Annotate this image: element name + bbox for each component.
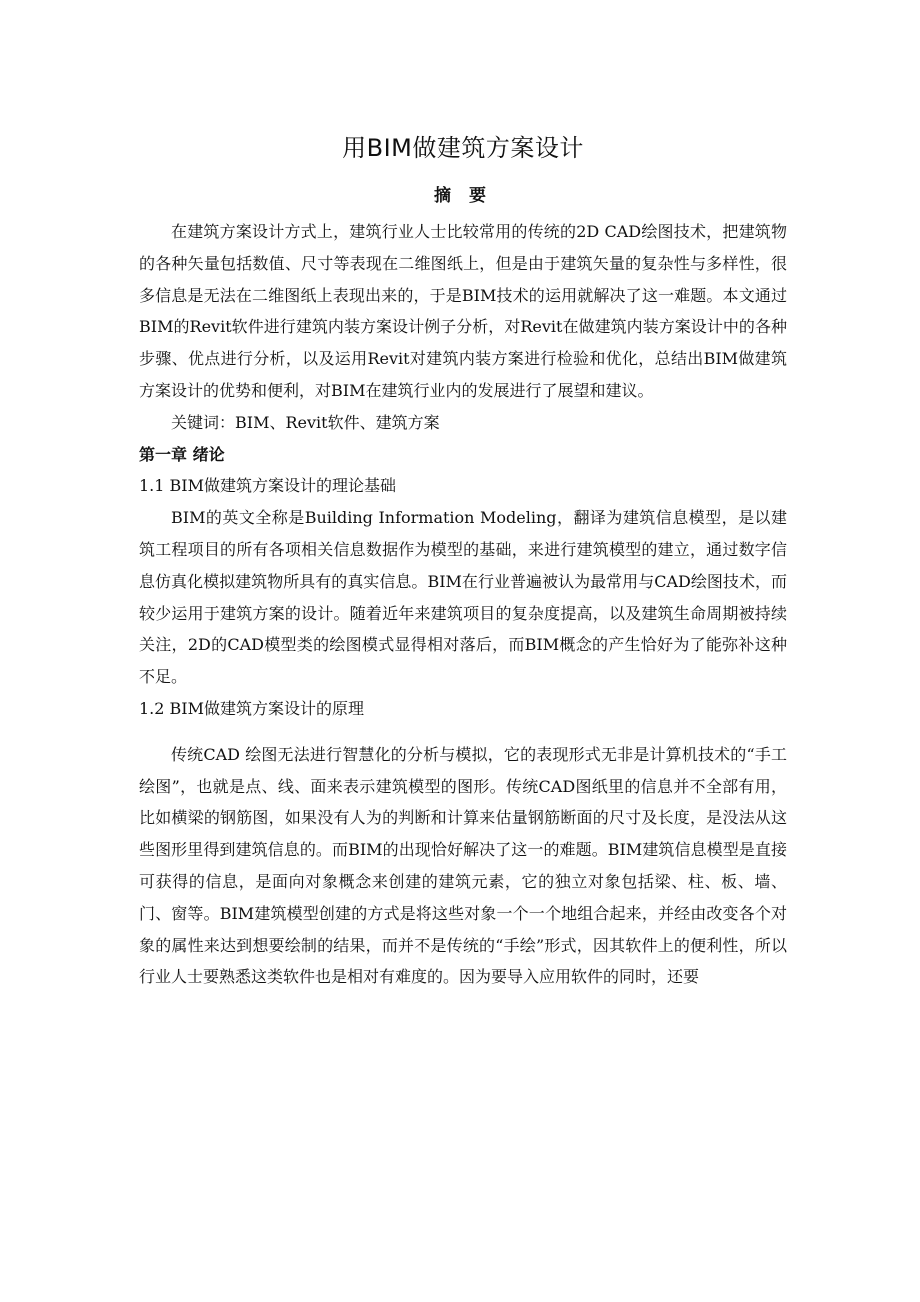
keywords-line: 关键词：BIM、Revit软件、建筑方案 bbox=[171, 412, 440, 432]
section-1-2-paragraph: 传统CAD 绘图无法进行智慧化的分析与模拟，它的表现形式无非是计算机技术的“手工绘图”，也就是点、线、面来表示建筑模型的图形。传统CAD图纸里的信息并不全部有用，比如横梁的钢筋图，如果没有人为的判断和计算来估量钢筋断面的尺寸及长度，是没法从这些图形里得到建筑信息的。而BIM的出现恰好解决了这一的难题。BIM建筑信息模型是直接可获得的信息，是面向对象概念来创建的建筑元素，它的独立对象包括梁、柱、板、墙、门、窗等。BIM建筑模型创建的方式是将这些对象一个一个地组合起来，并经由改变各个对象的属性来达到想要绘制的结果，而并不是传统的“手绘”形式，因其软件上的便利性，所以行业人士要熟悉这类软件也是相对有难度的。因为要导入应用软件的同时，还要 bbox=[139, 744, 787, 987]
abstract-heading: 摘 要 bbox=[434, 186, 492, 206]
section-spacer bbox=[139, 725, 787, 739]
document-page bbox=[139, 128, 787, 993]
section-1-2-heading: 1.2 BIM做建筑方案设计的原理 bbox=[139, 698, 364, 718]
chapter-1-heading: 第一章 绪论 bbox=[139, 444, 225, 464]
section-1-1-heading: 1.1 BIM做建筑方案设计的理论基础 bbox=[139, 476, 396, 496]
section-1-1-paragraph: BIM的英文全称是Building Information Modeling，翻译为建筑信息模型，是以建筑工程项目的所有各项相关信息数据作为模型的基础，来进行建筑模型的建立，通过数字信息仿真化模拟建筑物所具有的真实信息。BIM在行业普遍被认为最常用与CAD绘图技术，而较少运用于建筑方案的设计。随着近年来建筑项目的复杂度提高，以及建筑生命周期被持续关注，2D的CAD模型类的绘图模式显得相对落后，而BIM概念的产生恰好为了能弥补这种不足。 bbox=[139, 508, 787, 687]
document-title: 用BIM做建筑方案设计 bbox=[342, 134, 584, 162]
abstract-paragraph: 在建筑方案设计方式上，建筑行业人士比较常用的传统的2D CAD绘图技术，把建筑物的各种矢量包括数值、尺寸等表现在二维图纸上，但是由于建筑矢量的复杂性与多样性，很多信息是无法在二维图纸上表现出来的，于是BIM技术的运用就解决了这一难题。本文通过BIM的Revit软件进行建筑内装方案设计例子分析，对Revit在做建筑内装方案设计中的各种步骤、优点进行分析，以及运用Revit对建筑内装方案进行检验和优化，总结出BIM做建筑方案设计的优势和便利，对BIM在建筑行业内的发展进行了展望和建议。 bbox=[139, 222, 787, 400]
